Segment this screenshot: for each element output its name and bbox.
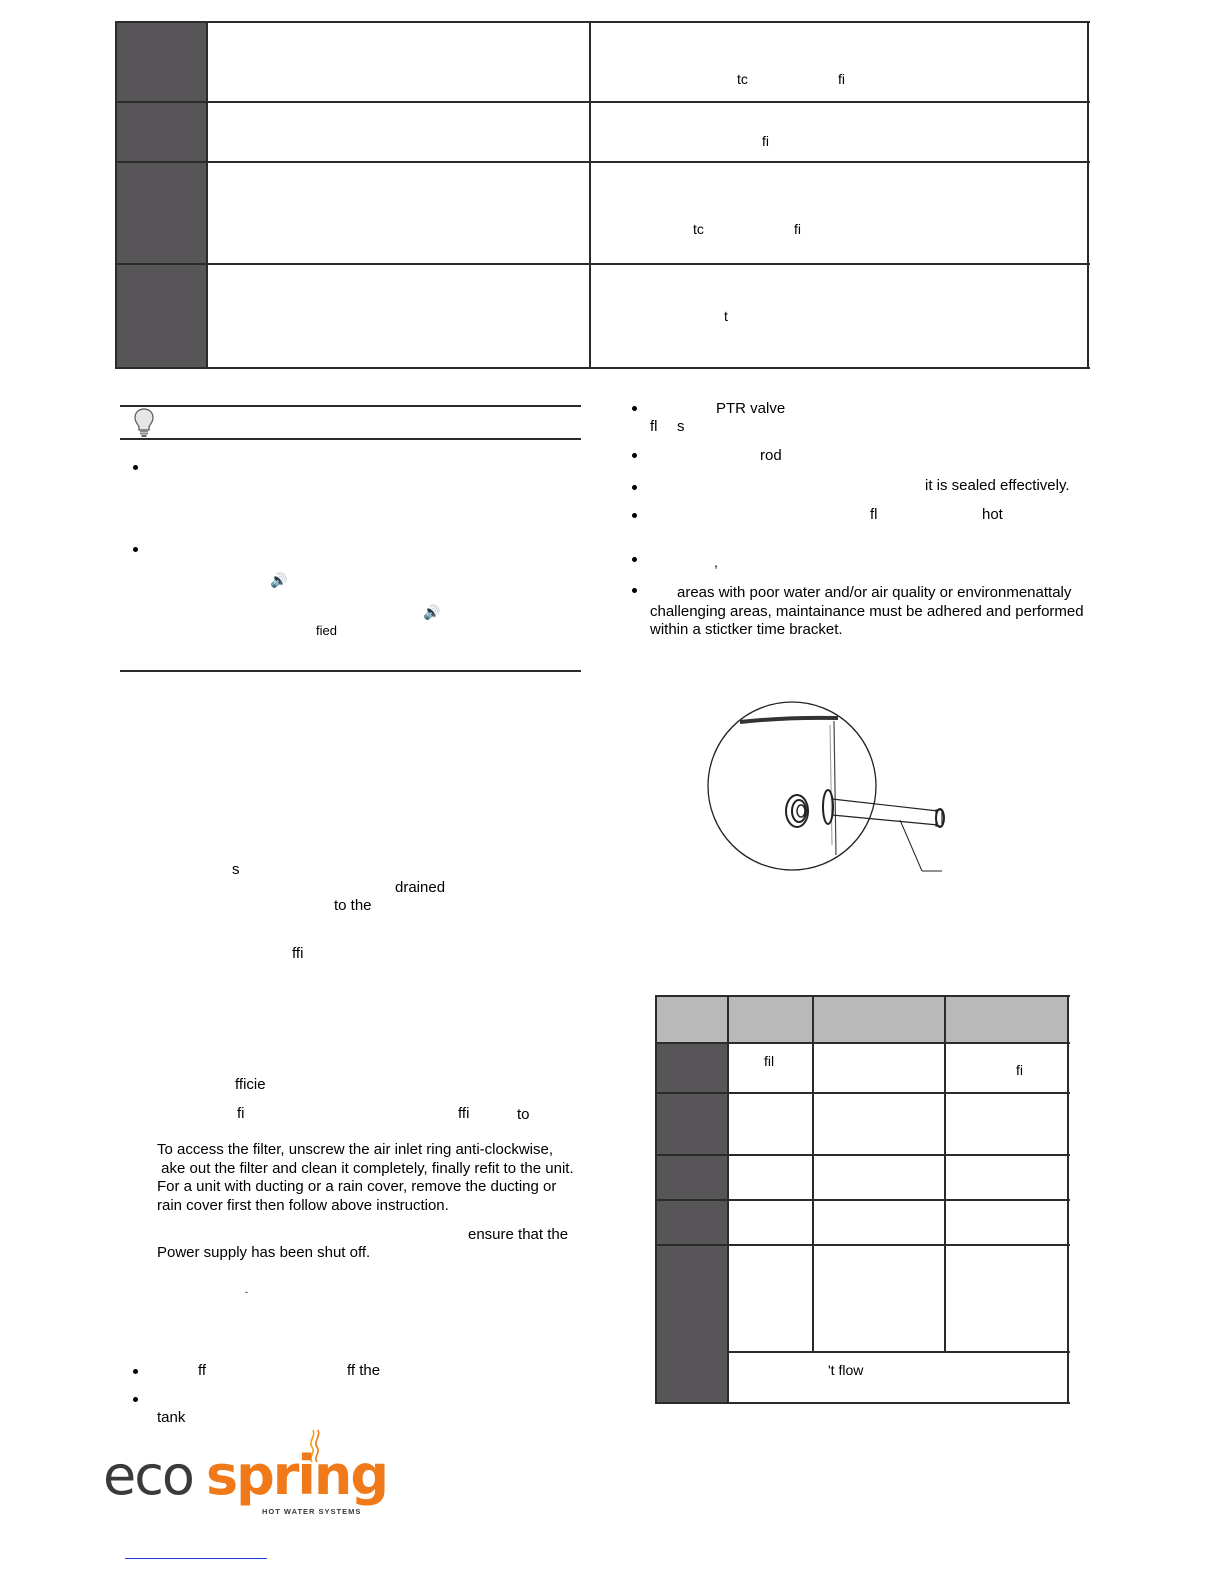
- top-table-text: tc: [693, 221, 704, 237]
- left-text-fragment: ff: [198, 1362, 207, 1379]
- top-table-border: [589, 21, 591, 369]
- logo-eco: eco: [103, 1444, 193, 1507]
- trouble-table-border: [655, 1199, 1070, 1201]
- right-text-fragment: hot: [982, 506, 1003, 523]
- maintenance-line: within a stictker time bracket.: [650, 621, 843, 638]
- left-text-fragment: to: [517, 1106, 530, 1123]
- bullet-dot: [632, 406, 637, 411]
- top-table-row-header-2: [116, 103, 207, 161]
- trouble-table-border: [655, 1154, 1070, 1156]
- trouble-table-border: [944, 995, 946, 1353]
- trouble-table-border: [655, 1042, 1070, 1044]
- maintenance-line: areas with poor water and/or air quality or environmenattaly: [677, 584, 1072, 601]
- bullet-dot: [632, 588, 637, 593]
- footer-link-underline[interactable]: [125, 1558, 267, 1559]
- speaker-icon: 🔊: [423, 604, 441, 620]
- bullet-dot: [632, 485, 637, 490]
- left-text-fragment: -: [245, 1287, 248, 1297]
- trouble-table-border: [728, 1351, 1070, 1353]
- top-table-text: fi: [794, 221, 801, 237]
- trouble-table-cell-text: fi: [1016, 1062, 1023, 1078]
- tip-box-rule-bottom: [120, 670, 581, 672]
- trouble-table-border: [812, 995, 814, 1353]
- left-text-fragment: ff the: [347, 1362, 381, 1379]
- bullet-dot: [133, 1369, 138, 1374]
- filter-instructions: [157, 1141, 597, 1215]
- trouble-table-row-header-3: [656, 1156, 728, 1199]
- top-table-row-header-4: [116, 265, 207, 368]
- top-table-border: [115, 367, 1090, 369]
- top-table-border: [1087, 21, 1089, 369]
- right-text-fragment: fl: [870, 506, 878, 523]
- filter-line: To access the filter, unscrew the air inlet ring anti-clockwise,: [157, 1141, 553, 1158]
- trouble-table-row-header-1: [656, 1043, 728, 1092]
- lightbulb-icon: [134, 408, 154, 438]
- left-text-fragment: drained: [395, 879, 446, 896]
- trouble-table-border: [655, 1244, 1070, 1246]
- left-text-fragment: s: [232, 861, 240, 878]
- left-text-fragment: ffi: [292, 945, 304, 962]
- filter-line: rain cover first then follow above instruction.: [157, 1196, 449, 1214]
- left-text-fragment: ensure that the: [468, 1226, 569, 1243]
- trouble-table-border: [1067, 995, 1069, 1404]
- tip-box-rule-header: [120, 438, 581, 440]
- top-table-text: tc: [737, 71, 748, 87]
- right-text-fragment: PTR valve: [716, 400, 786, 417]
- top-table-text: fi: [838, 71, 845, 87]
- bullet-dot: [133, 1397, 138, 1402]
- tip-box-text: fied: [316, 623, 337, 638]
- filter-line: For a unit with ducting or a rain cover, remove the ducting or: [157, 1178, 557, 1195]
- filter-line: ake out the filter and clean it completely, finally refit to the unit.: [157, 1159, 574, 1177]
- top-table-border: [115, 21, 117, 369]
- logo-spring: spring: [206, 1444, 388, 1507]
- trouble-table-header: [656, 996, 1068, 1043]
- left-text-fragment: ffi: [458, 1105, 470, 1122]
- left-text-fragment: fficie: [235, 1076, 266, 1093]
- top-table-border: [115, 21, 1090, 23]
- maintenance-line: challenging areas, maintainance must be adhered and performed: [650, 602, 1084, 620]
- top-table-row-header-1: [116, 22, 207, 101]
- trouble-table-border: [655, 1092, 1070, 1094]
- power-supply-line: Power supply has been shut off.: [157, 1244, 371, 1261]
- top-table-row-header-3: [116, 163, 207, 263]
- top-table-border: [115, 263, 1090, 265]
- logo-tagline: HOT WATER SYSTEMS: [262, 1507, 362, 1516]
- trouble-table-row-header-2: [656, 1094, 728, 1154]
- top-table-border: [115, 161, 1090, 163]
- left-text-fragment: to the: [334, 897, 372, 914]
- tip-box-rule-top: [120, 405, 581, 407]
- bullet-dot: [632, 513, 637, 518]
- trouble-table-cell-text: 't flow: [828, 1362, 864, 1378]
- right-text-fragment: ,: [714, 554, 718, 570]
- bullet-dot: [133, 547, 138, 552]
- top-table-border: [115, 101, 1090, 103]
- right-text-fragment: fl: [650, 418, 658, 435]
- top-table-text: fi: [762, 133, 769, 149]
- maintenance-note: [650, 584, 1110, 640]
- trouble-table-row-header-4: [656, 1201, 728, 1244]
- left-text-fragment: tank: [157, 1409, 186, 1426]
- trouble-table-border: [655, 1402, 1070, 1404]
- bullet-dot: [632, 453, 637, 458]
- bullet-dot: [632, 557, 637, 562]
- trouble-table-border: [727, 995, 729, 1404]
- right-text-fragment: it is sealed effectively.: [925, 477, 1070, 494]
- trouble-table-border: [655, 995, 657, 1404]
- anode-rod-diagram: [700, 695, 960, 880]
- trouble-table-border: [655, 995, 1070, 997]
- trouble-table-cell-text: fil: [764, 1053, 775, 1069]
- speaker-icon: 🔊: [270, 572, 288, 588]
- left-text-fragment: fi: [237, 1105, 245, 1122]
- trouble-table-row-header-5: [656, 1246, 728, 1403]
- top-table-border: [206, 21, 208, 369]
- top-table-text: t: [724, 308, 728, 324]
- right-text-fragment: rod: [760, 447, 782, 464]
- right-text-fragment: s: [677, 418, 685, 435]
- bullet-dot: [133, 465, 138, 470]
